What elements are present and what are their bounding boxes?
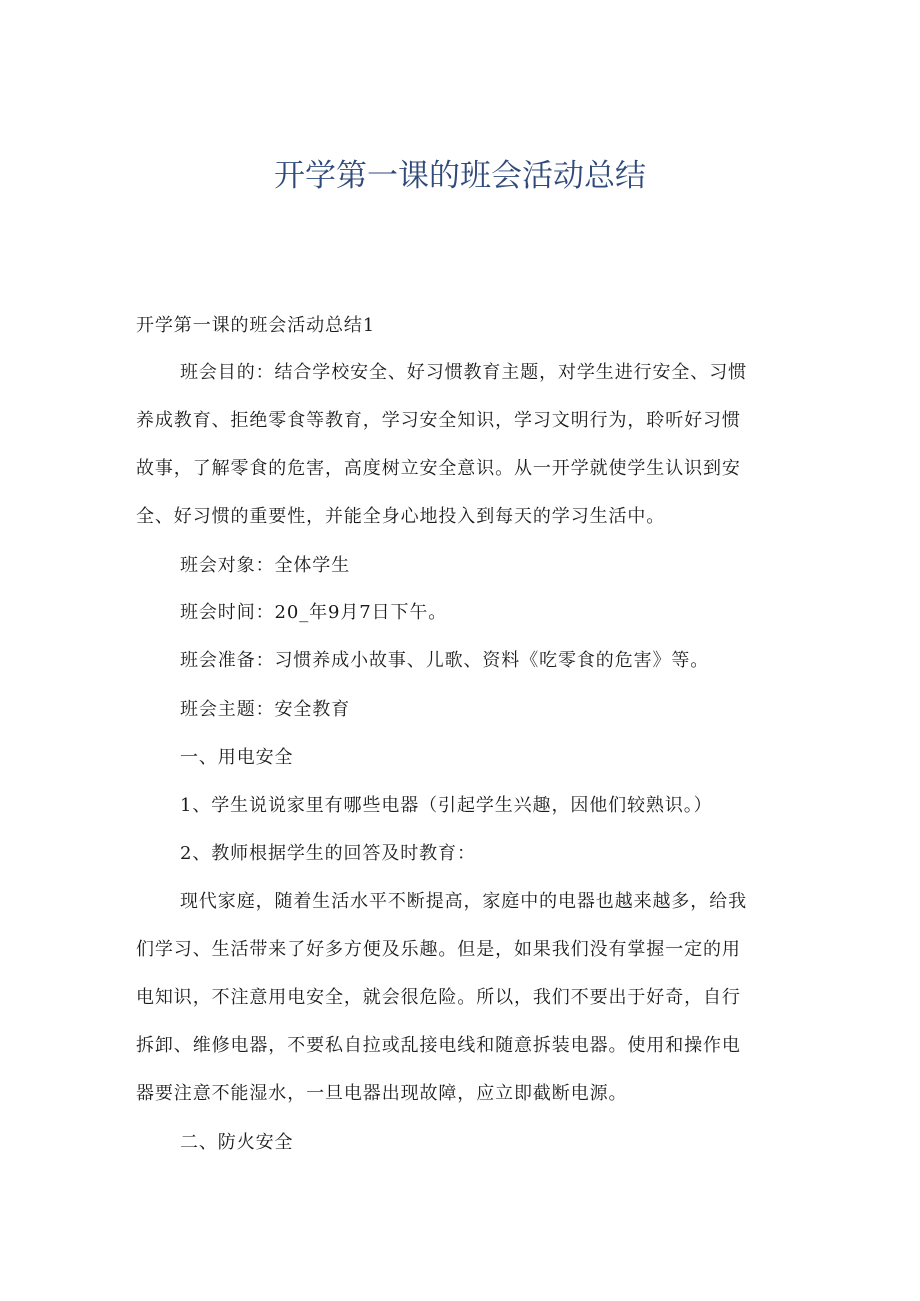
- document-title: 开学第一课的班会活动总结: [274, 158, 646, 194]
- paragraph-line: 现代家庭，随着生活水平不断提高，家庭中的电器也越来越多，给我: [180, 891, 747, 912]
- paragraph-line: 班会目的：结合学校安全、好习惯教育主题，对学生进行安全、习惯: [180, 362, 747, 383]
- paragraph-line: 养成教育、拒绝零食等教育，学习安全知识，学习文明行为，聆听好习惯: [136, 410, 741, 431]
- paragraph-line: 2、教师根据学生的回答及时教育：: [180, 843, 476, 864]
- paragraph-line: 班会准备：习惯养成小故事、儿歌、资料《吃零食的危害》等。: [180, 650, 710, 671]
- paragraph-line: 电知识，不注意用电安全，就会很危险。所以，我们不要出于好奇，自行: [136, 987, 741, 1008]
- section-heading: 开学第一课的班会活动总结1: [136, 315, 376, 336]
- paragraph-line: 1、学生说说家里有哪些电器（引起学生兴趣，因他们较熟识。）: [180, 795, 713, 816]
- paragraph-line: 器要注意不能湿水，一旦电器出现故障，应立即截断电源。: [136, 1083, 628, 1104]
- paragraph-line: 们学习、生活带来了好多方便及乐趣。但是，如果我们没有掌握一定的用: [136, 939, 741, 960]
- paragraph-line: 故事，了解零食的危害，高度树立安全意识。从一开学就使学生认识到安: [136, 458, 741, 479]
- paragraph-line: 班会时间：20_年9月7日下午。: [180, 602, 448, 623]
- subsection-heading: 二、防火安全: [180, 1132, 294, 1153]
- paragraph-line: 拆卸、维修电器，不要私自拉或乱接电线和随意拆装电器。使用和操作电: [136, 1035, 741, 1056]
- subsection-heading: 一、用电安全: [180, 747, 294, 768]
- paragraph-line: 班会主题：安全教育: [180, 699, 351, 720]
- paragraph-line: 班会对象：全体学生: [180, 555, 351, 576]
- paragraph-line: 全、好习惯的重要性，并能全身心地投入到每天的学习生活中。: [136, 506, 666, 527]
